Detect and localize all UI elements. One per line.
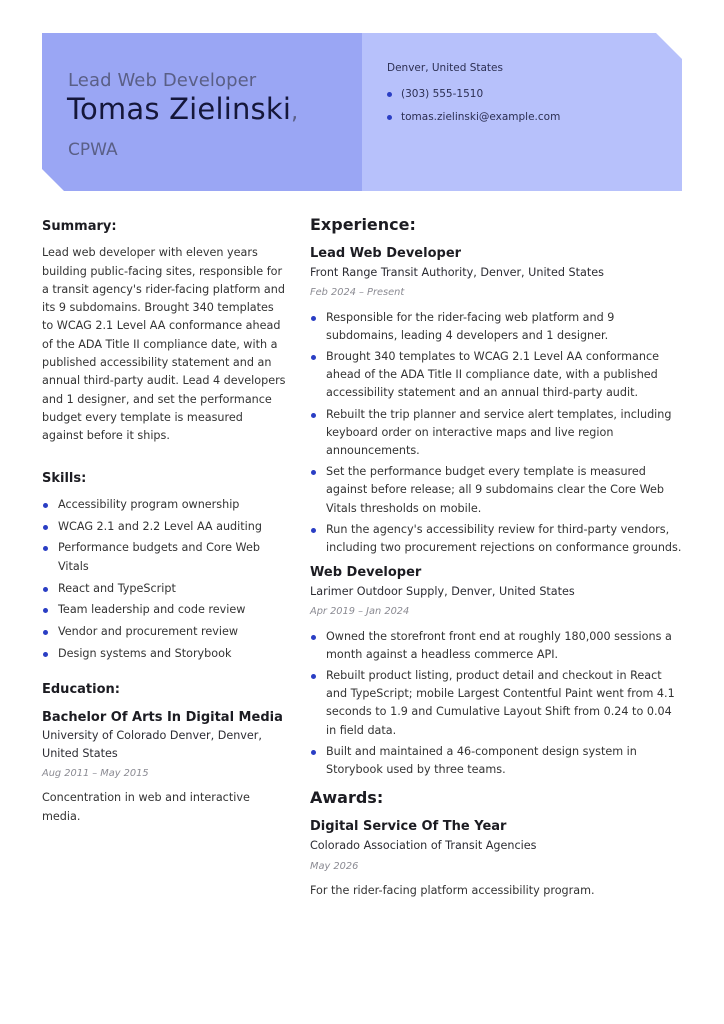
awards-heading: Awards:	[310, 788, 384, 808]
summary-text: Lead web developer with eleven years building public-facing sites, responsible for a transit agency's rider-facing platform and its 9 subdomains. Brought 340 templates to WCAG 2.1 Level AA conformance ahead of the ADA Title II compliance date, with a published accessibility statement and an annual third-party audit. Lead 4 developers and 1 designer, and set the performance budget every template is measured against before it ships.	[42, 246, 286, 443]
skill-item	[42, 580, 287, 598]
job-bullet-text: Owned the storefront front end at roughly 180,000 sessions a month against a headless commerce API.	[326, 629, 672, 661]
award-text: For the rider-facing platform accessibility program.	[310, 883, 595, 897]
job-bullet-text: Rebuilt the trip planner and service alert templates, including keyboard order on interactive maps and live region announcements.	[326, 407, 672, 458]
award-title: Digital Service Of The Year	[310, 819, 507, 835]
bullet-icon	[43, 503, 48, 508]
left-column	[42, 218, 287, 826]
skill-item	[42, 601, 287, 619]
job-bullet	[310, 743, 682, 779]
bullet-icon	[43, 525, 48, 530]
bullet-icon	[311, 674, 316, 679]
experience-list	[310, 244, 682, 779]
skill-item	[42, 518, 287, 536]
job-dates: Apr 2019 – Jan 2024	[310, 606, 410, 618]
right-column	[310, 216, 682, 900]
job-bullet	[310, 406, 682, 461]
job-org: Larimer Outdoor Supply, Denver, United States	[310, 585, 575, 599]
job-dates: Feb 2024 – Present	[310, 287, 405, 299]
job-bullet-text: Responsible for the rider-facing web platform and 9 subdomains, leading 4 developers and 1 designer.	[326, 310, 615, 342]
bullet-icon	[311, 750, 316, 755]
summary-section	[42, 218, 287, 446]
job-bullet-text: Rebuilt product listing, product detail and checkout in React and TypeScript; mobile Largest Contentful Paint went from 4.1 seconds to 1.9 and Cumulative Layout Shift from 0.24 to 0.04 in field data.	[326, 669, 675, 737]
job-title: Web Developer	[310, 565, 422, 581]
full-name	[67, 92, 298, 126]
skill-text: Accessibility program ownership	[58, 497, 240, 511]
job-title: Lead Web Developer	[310, 246, 462, 262]
skill-text: Team leadership and code review	[58, 603, 246, 617]
skill-item	[42, 539, 287, 576]
education-dates: Aug 2011 – May 2015	[42, 768, 149, 780]
bullet-icon	[43, 652, 48, 657]
job-bullet	[310, 348, 682, 403]
credential: CPWA	[68, 140, 118, 160]
job-bullets	[310, 309, 682, 558]
skills-list	[42, 496, 287, 663]
name-suffix: ,	[291, 100, 299, 125]
job-bullet-text: Brought 340 templates to WCAG 2.1 Level AA conformance ahead of the ADA Title II compliance date, with a published accessibility statement and an annual third-party audit.	[326, 350, 659, 400]
skills-section	[42, 470, 287, 664]
bullet-icon	[43, 546, 48, 551]
job-bullet-text: Run the agency's accessibility review for third-party vendors, including two procurement rejections on conformance grounds.	[326, 522, 682, 555]
education-note: Concentration in web and interactive media.	[42, 791, 250, 823]
award-date: May 2026	[310, 860, 359, 872]
email-row	[387, 111, 560, 123]
skill-text: WCAG 2.1 and 2.2 Level AA auditing	[58, 519, 262, 533]
awards-section	[310, 789, 682, 900]
job-role: Lead Web Developer	[68, 70, 257, 91]
skill-text: Vendor and procurement review	[58, 625, 239, 639]
skill-item	[42, 645, 287, 663]
skill-text: Performance budgets and Core Web Vitals	[58, 541, 260, 573]
phone: (303) 555-1510	[401, 88, 484, 100]
job-bullets	[310, 628, 682, 780]
skill-item	[42, 496, 287, 514]
skill-text: React and TypeScript	[58, 581, 176, 595]
job-org: Front Range Transit Authority, Denver, United States	[310, 266, 604, 280]
summary-heading: Summary:	[42, 219, 117, 234]
bullet-icon	[311, 355, 316, 360]
name-text: Tomas Zielinski	[67, 92, 292, 126]
award-org: Colorado Association of Transit Agencies	[310, 839, 537, 853]
bullet-icon	[43, 630, 48, 635]
bullet-icon	[311, 470, 316, 475]
job-entry	[310, 244, 682, 557]
bullet-icon	[311, 528, 316, 533]
job-bullet	[310, 521, 682, 557]
job-bullet	[310, 628, 682, 664]
bullet-icon	[43, 608, 48, 613]
job-bullet	[310, 463, 682, 518]
job-bullet	[310, 667, 682, 740]
bullet-icon	[311, 635, 316, 640]
education-section	[42, 681, 287, 826]
contact-info	[387, 62, 560, 134]
location: Denver, United States	[387, 62, 503, 74]
email[interactable]: tomas.zielinski@example.com	[401, 111, 561, 123]
experience-heading: Experience:	[310, 215, 416, 234]
bullet-icon	[387, 115, 392, 120]
degree: Bachelor Of Arts In Digital Media	[42, 709, 283, 725]
skills-heading: Skills:	[42, 470, 87, 486]
job-bullet-text: Built and maintained a 46-component design system in Storybook used by three teams.	[326, 744, 637, 777]
job-bullet	[310, 309, 682, 345]
skill-text: Design systems and Storybook	[58, 646, 232, 660]
education-heading: Education:	[42, 682, 120, 698]
skill-item	[42, 623, 287, 641]
bullet-icon	[311, 413, 316, 418]
job-bullet-text: Set the performance budget every template is measured against before release; all 9 subdomains clear the Core Web Vitals thresholds on mobile.	[326, 465, 664, 515]
job-entry	[310, 563, 682, 779]
phone-row	[387, 88, 560, 100]
bullet-icon	[311, 316, 316, 321]
school: University of Colorado Denver, Denver, United States	[42, 728, 262, 760]
bullet-icon	[387, 92, 392, 97]
bullet-icon	[43, 587, 48, 592]
